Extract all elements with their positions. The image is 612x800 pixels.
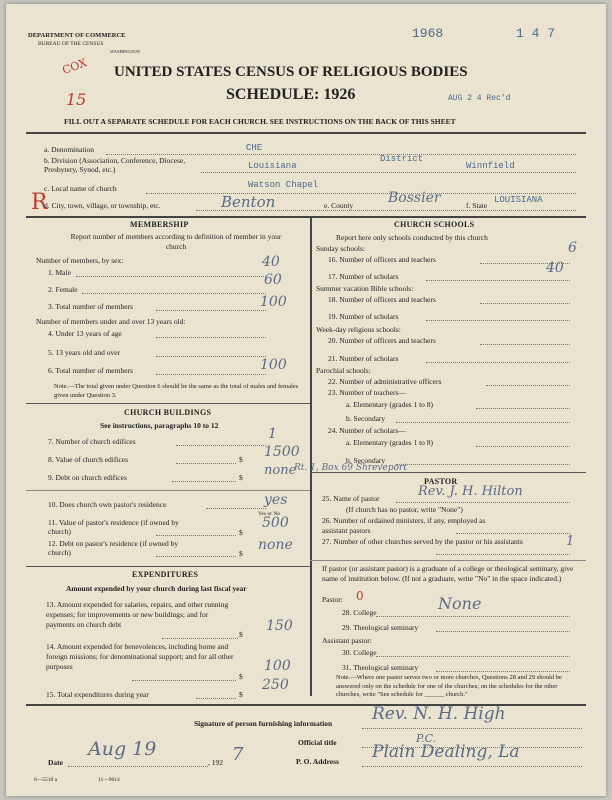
q28-label: 28. College	[342, 608, 377, 617]
schools-title: CHURCH SCHOOLS	[394, 220, 475, 229]
q11-label: 11. Value of pastor's residence (if owned by church)	[48, 518, 179, 536]
date-label: Date	[48, 758, 63, 767]
assistant-pastor-label: Assistant pastor:	[322, 636, 372, 645]
q8-label: 8. Value of church edifices	[48, 455, 129, 464]
q14-value: 100	[264, 658, 291, 674]
stamp-code: 1 4 7	[516, 26, 556, 41]
division-value: Louisiana	[248, 161, 297, 171]
q6-value: 100	[260, 357, 287, 373]
q1-value: 40	[262, 254, 280, 270]
cox-number: 15	[66, 90, 87, 109]
county-value: Bossier	[388, 190, 441, 206]
q4-label: 4. Under 13 years of age	[48, 329, 122, 338]
q24b-label: b. Secondary	[346, 456, 386, 465]
q12-value: none	[258, 537, 293, 553]
county-label: e. County	[324, 201, 354, 210]
po-address-value: Plain Dealing, La	[372, 742, 520, 762]
denomination-label: a. Denomination	[44, 145, 94, 154]
q22-label: 22. Number of administrative officers	[328, 377, 442, 386]
q12-label: 12. Debt on pastor's residence (if owned by church)	[48, 539, 179, 557]
schedule-title: SCHEDULE: 1926	[226, 86, 356, 103]
yes-no-label: Yes or No	[258, 511, 281, 517]
q15-label: 15. Total expenditures during year	[46, 690, 149, 699]
q20-label: 20. Number of officers and teachers	[328, 336, 436, 345]
pastor-address-note: Rt. 1, Box 69 Shreveport	[294, 463, 407, 473]
q8-value: 1500	[264, 444, 300, 460]
city-town-label: d. City, town, village, or township, etc.	[44, 201, 161, 210]
po-address-label: P. O. Address	[296, 757, 339, 766]
division-label: b. Division (Association, Conference, Diocese, Presbytery, Synod, etc.)	[44, 156, 186, 174]
q9-label: 9. Debt on church edifices	[48, 473, 127, 482]
q13-label: 13. Amount expended for salaries, repairs, and other running expenses; for improvements or new buildings; and for payments on church debt	[46, 600, 229, 629]
q11-value: 500	[262, 515, 289, 531]
membership-title: MEMBERSHIP	[130, 220, 189, 229]
q15-value: 250	[262, 677, 289, 693]
denomination-value: CHE	[246, 143, 263, 153]
state-value: LOUISIANA	[494, 195, 543, 205]
sunday-schools: Sunday schools:	[316, 244, 365, 253]
bureau-label: BUREAU OF THE CENSUS	[38, 41, 104, 47]
graduate-note: If pastor (or assistant pastor) is a graduate of a college or theological seminary, give name of institution below. (If not a graduate, write "No" in the space indicated.)	[322, 564, 574, 583]
q3-label: 3. Total number of members	[48, 302, 133, 311]
pastor-note: Note.—Where one pastor serves two or more churches, Questions 28 and 29 should be answered only on the schedule for one of the churches; on the schedules for the other churches, write "See schedule for ______ church."	[336, 674, 562, 698]
pastor-title: PASTOR	[424, 477, 458, 486]
city-label: WASHINGTON	[110, 49, 140, 54]
q25-sub: (If church has no pastor, write "None")	[346, 505, 463, 514]
local-name-value: Watson Chapel	[248, 180, 319, 190]
buildings-sub: See instructions, paragraphs 10 to 12	[100, 421, 219, 430]
form-title: UNITED STATES CENSUS OF RELIGIOUS BODIES	[114, 64, 468, 80]
buildings-title: CHURCH BUILDINGS	[124, 408, 212, 417]
pastor-sub-value: 0	[356, 589, 364, 603]
q2-label: 2. Female	[48, 285, 78, 294]
q6-label: 6. Total number of members	[48, 366, 133, 375]
instruction-line: FILL OUT A SEPARATE SCHEDULE FOR EACH CHURCH. SEE INSTRUCTIONS ON THE BACK OF THIS SHEET	[64, 117, 456, 126]
q25-value: Rev. J. H. Hilton	[418, 484, 523, 499]
form-number-2: 11—9614	[98, 777, 120, 783]
membership-note: Note.—The total given under Question 6 should be the same as the total of males and females given under Question 3.	[54, 383, 299, 399]
q2-value: 60	[264, 272, 282, 288]
q1-label: 1. Male	[48, 268, 71, 277]
q23a-label: a. Elementary (grades 1 to 8)	[346, 400, 434, 409]
q17-value: 40	[546, 260, 564, 276]
cox-note: COX	[60, 56, 89, 77]
q25-label: 25. Name of pastor	[322, 494, 380, 503]
year-value: 7	[232, 744, 244, 765]
q24-label: 24. Number of scholars—	[328, 426, 406, 435]
q23-label: 23. Number of teachers—	[328, 388, 406, 397]
members-age: Number of members under and over 13 years old:	[36, 317, 186, 326]
q18-label: 18. Number of officers and teachers	[328, 295, 436, 304]
local-name-label: c. Local name of church	[44, 184, 117, 193]
state-label: f. State	[466, 201, 488, 210]
q3-value: 100	[260, 294, 287, 310]
schools-sub: Report here only schools conducted by this church	[336, 233, 488, 242]
q14-label: 14. Amount expended for benevolences, including home and foreign missions; for denominational support; and for all other purposes	[46, 642, 234, 671]
census-schedule-page: DEPARTMENT OF COMMERCE BUREAU OF THE CENSUS WASHINGTON 1968 1 4 7 COX 15 UNITED STATES CENSUS OF RELIGIOUS BODIES SCHEDULE: 1926 AUG 2 4 Rec'd FILL OUT A SEPARATE SCHEDULE FOR EACH CHURCH. SEE INSTRUCTIONS ON THE BACK OF THIS SHEET a. Denomination CHE b. Division (Association, Conference, Diocese, Presbytery, Synod, etc.) Louisiana District Winnfield c. Local name of church Watson Chapel R d. City, town, village, or township, etc. Benton e. County Bossier f. State LOUISIANA MEMBERSHIP Report number of members according to definition of member in your church Number of members, by sex: 1. Male 40 2. Female 60 3. Total number of members 100 Number of members under and over 13 years old: 4. Under 13 years of age 5. 13 years old and over 6. Total number of members 100 Note.—The total given under Question 6 should be the same as the total of males and females given under Question 3. CHURCH BUILDINGS See instructions, paragraphs 10 to 12 7. Number of church edifices 1 8. Value of church edifices $ 1500 9. Debt on church edifices $ none Rt. 1, Box 69 Shreveport 10. Does church own pastor's residence yes Yes or No 11. Value of pastor's residence (if owned by church) $ 500 12. Debt on pastor's residence (if owned by church) $ none EXPENDITURES Amount expended by your church during last fiscal year 13. Amount expended for salaries, repairs, and other running expenses; for improvements or new buildings; and for payments on church debt $ 150 14. Amount expended for benevolences, including home and foreign missions; for denominational support; and for all other purposes $ 100 15. Total expenditures during year $ 250 CHURCH SCHOOLS Report here only schools conducted by this church Sunday schools: 16. Number of officers and teachers 6 17. Number of scholars 40 Summer vacation Bible schools: 18. Number of officers and teachers 19. Number of scholars Week-day religious schools: 20. Number of officers and teachers 21. Number of scholars Parochial schools: 22. Number of administrative officers 23. Number of teachers— a. Elementary (grades 1 to 8) b. Secondary 24. Number of scholars— a. Elementary (grades 1 to 8) b. Secondary PASTOR 25. Name of pastor Rev. J. H. Hilton (If church has no pastor, write "None") 26. Number of ordained ministers, if any, employed as assistant pastors 27. Number of other churches served by the pastor or his assistants 1 If pastor (or assistant pastor) is a graduate of a college or theological seminary, give name of institution below. (If not a graduate, write "No" in the space indicated.) Pastor: 0 28. College None 29. Theological seminary Assistant pastor: 30. College 31. Theological seminary Note.—Where one pastor serves two or more churches, Questions 28 and 29 should be answered only on the schedule for one of the churches; on the schedules for the other churches, write "See schedule for ______ church." Signature of person furnishing information Rev. N. H. High Official title P.C. P. O. Address Plain Dealing, La Date Aug 19 , 192 7 8—5518 a 11—9614	[6, 4, 606, 796]
district-value: Winnfield	[466, 161, 515, 171]
dept-label: DEPARTMENT OF COMMERCE	[28, 32, 126, 39]
q10-label: 10. Does church own pastor's residence	[48, 500, 167, 509]
q27-label: 27. Number of other churches served by the pastor or his assistants	[322, 537, 523, 546]
q24a-label: a. Elementary (grades 1 to 8)	[346, 438, 434, 447]
r-mark: R	[31, 190, 48, 215]
official-title-label: Official title	[298, 738, 337, 747]
stamp-number: 1968	[412, 26, 444, 41]
q7-label: 7. Number of church edifices	[48, 437, 136, 446]
q10-value: yes	[264, 492, 288, 508]
year-label: , 192	[208, 758, 223, 767]
members-by-sex: Number of members, by sex:	[36, 256, 124, 265]
q29-label: 29. Theological seminary	[342, 623, 419, 632]
signature-label: Signature of person furnishing information	[194, 719, 333, 728]
membership-intro: Report number of members according to definition of member in your church	[70, 232, 282, 251]
signature-value: Rev. N. H. High	[372, 704, 506, 724]
q17-label: 17. Number of scholars	[328, 272, 399, 281]
district-label: District	[380, 154, 424, 164]
parochial-schools: Parochial schools:	[316, 366, 371, 375]
q13-value: 150	[266, 618, 293, 634]
date-value: Aug 19	[88, 738, 157, 760]
q7-value: 1	[268, 426, 277, 442]
vacation-schools: Summer vacation Bible schools:	[316, 284, 414, 293]
q26-label: 26. Number of ordained ministers, if any, employed as assistant pastors	[322, 516, 486, 535]
q30-label: 30. College	[342, 648, 377, 657]
q23b-label: b. Secondary	[346, 414, 386, 423]
expenditures-sub: Amount expended by your church during last fiscal year	[66, 584, 247, 593]
city-town-value: Benton	[221, 193, 276, 211]
pastor-sub-label: Pastor:	[322, 595, 343, 604]
q16-value: 6	[568, 240, 577, 256]
form-number: 8—5518 a	[34, 777, 58, 783]
q9-value: none	[264, 463, 297, 478]
q28-value: None	[438, 594, 482, 613]
q5-label: 5. 13 years old and over	[48, 348, 121, 357]
q31-label: 31. Theological seminary	[342, 663, 419, 672]
expenditures-title: EXPENDITURES	[132, 570, 199, 579]
q19-label: 19. Number of scholars	[328, 312, 399, 321]
weekday-schools: Week-day religious schools:	[316, 325, 401, 334]
official-title-value: P.C.	[416, 732, 437, 745]
q16-label: 16. Number of officers and teachers	[328, 255, 436, 264]
q21-label: 21. Number of scholars	[328, 354, 399, 363]
received-stamp: AUG 2 4 Rec'd	[448, 94, 511, 103]
q27-value: 1	[566, 534, 575, 549]
